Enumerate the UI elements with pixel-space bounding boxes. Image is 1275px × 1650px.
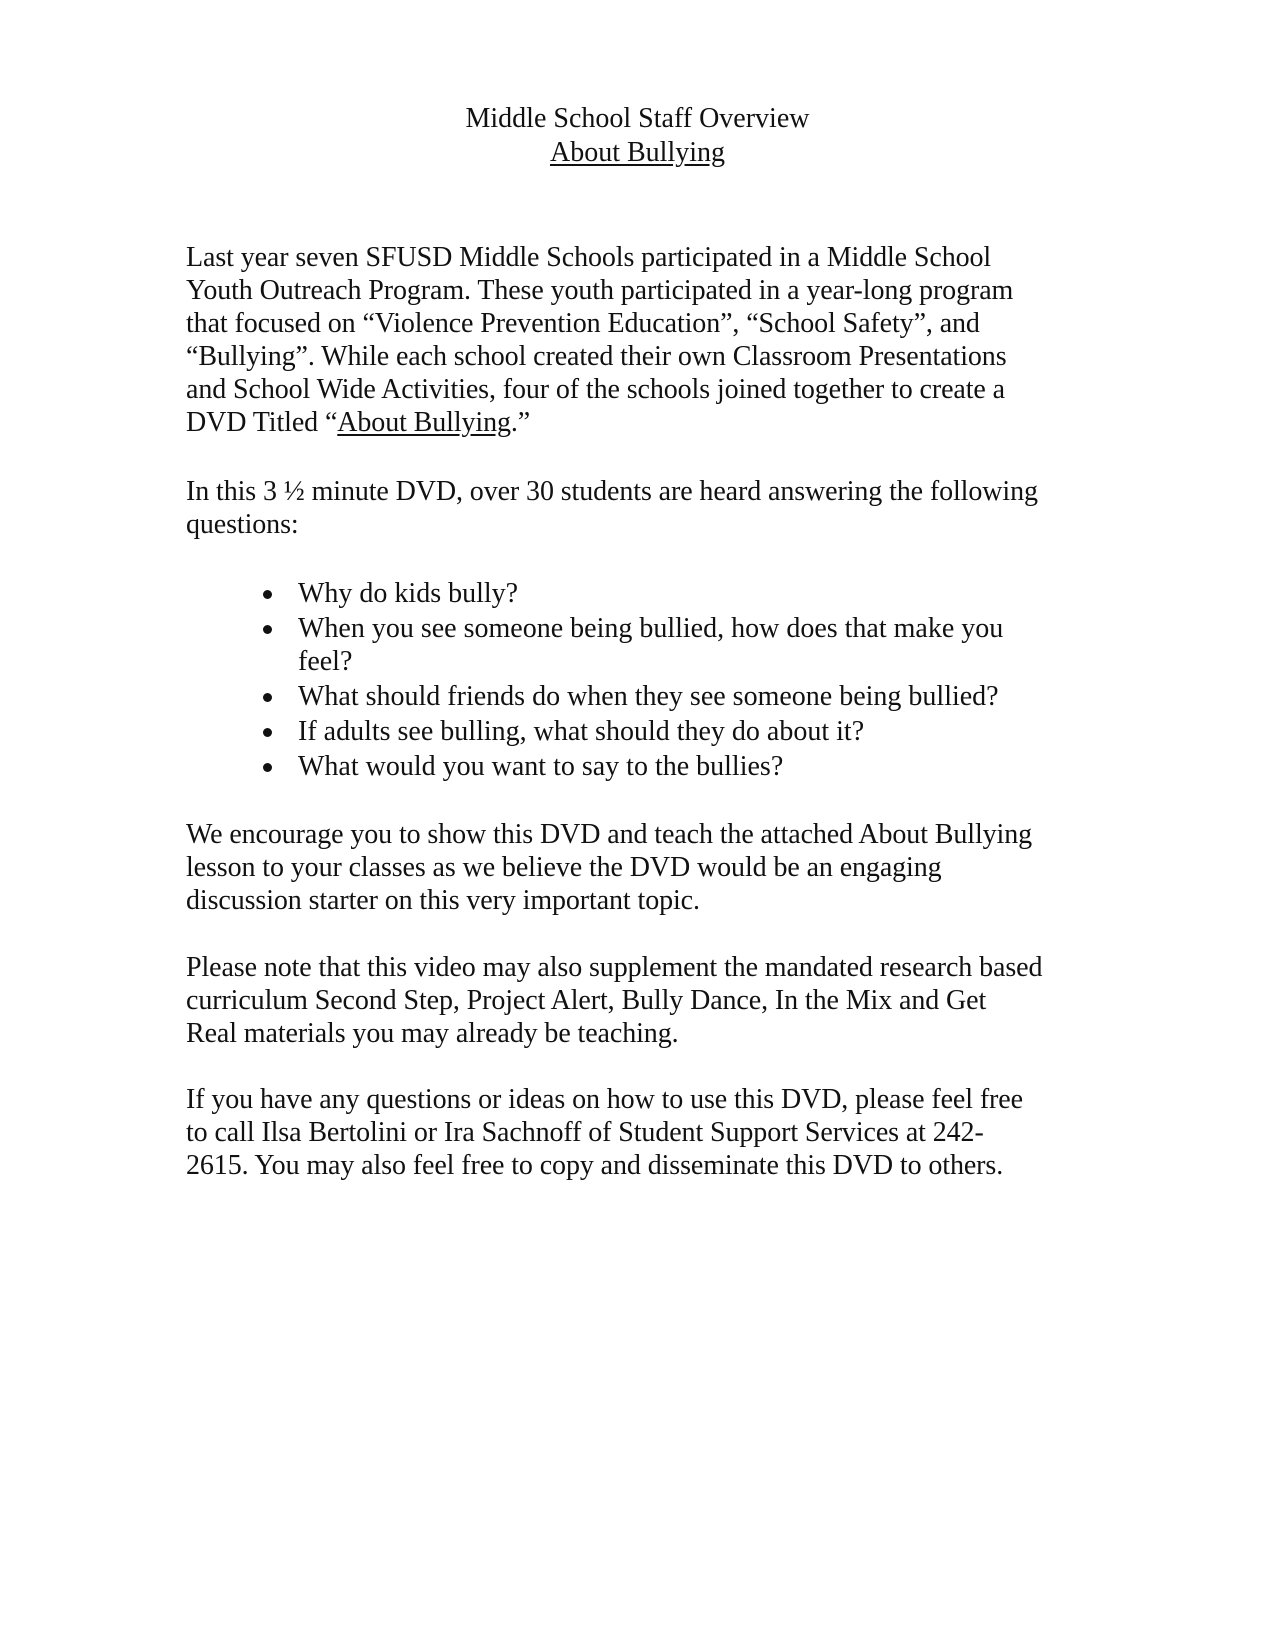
paragraph-line: We encourage you to show this DVD and teach the attached About Bullying <box>186 819 1032 850</box>
paragraph-line <box>186 406 1086 439</box>
paragraph-line: 2615. You may also feel free to copy and disseminate this DVD to others. <box>186 1150 1004 1181</box>
bullet-icon <box>263 625 272 634</box>
list-item <box>258 750 1058 783</box>
paragraph-line: curriculum Second Step, Project Alert, Bully Dance, In the Mix and Get <box>186 985 987 1016</box>
question-text: Why do kids bully? <box>298 578 519 609</box>
paragraph-line: “Bullying”. While each school created their own Classroom Presentations <box>186 341 1007 372</box>
bullet-icon <box>263 728 272 737</box>
intro-paragraph <box>186 241 1086 439</box>
question-text: feel? <box>298 646 353 677</box>
list-item <box>258 680 1058 713</box>
question-text: What should friends do when they see someone being bullied? <box>298 681 999 712</box>
paragraph-line: In this 3 ½ minute DVD, over 30 students are heard answering the following <box>186 476 1038 507</box>
paragraph-line: Please note that this video may also supplement the mandated research based <box>186 952 1043 983</box>
list-item <box>258 715 1058 748</box>
paragraph-line: Last year seven SFUSD Middle Schools participated in a Middle School <box>186 242 992 273</box>
question-text: What would you want to say to the bullies? <box>298 751 784 782</box>
questions-list <box>258 577 1058 785</box>
paragraph-line: and School Wide Activities, four of the schools joined together to create a <box>186 374 1005 405</box>
question-text: If adults see bulling, what should they do about it? <box>298 716 865 747</box>
paragraph-line: Real materials you may already be teaching. <box>186 1018 679 1049</box>
paragraph-line: to call Ilsa Bertolini or Ira Sachnoff of Student Support Services at 242- <box>186 1117 984 1148</box>
paragraph-line: questions: <box>186 509 299 540</box>
paragraph-line: Youth Outreach Program. These youth participated in a year-long program <box>186 275 1014 306</box>
question-text: When you see someone being bullied, how does that make you <box>298 613 1004 644</box>
dvd-title-prefix: DVD Titled “ <box>186 407 338 438</box>
document-subtitle: About Bullying <box>549 137 725 168</box>
paragraph-line: that focused on “Violence Prevention Education”, “School Safety”, and <box>186 308 980 339</box>
list-item <box>258 612 1058 678</box>
bullet-icon <box>263 590 272 599</box>
list-item <box>258 577 1058 610</box>
dvd-description-paragraph <box>186 475 1086 541</box>
curriculum-note-paragraph <box>186 951 1086 1050</box>
bullet-icon <box>263 693 272 702</box>
paragraph-line: discussion starter on this very important topic. <box>186 885 700 916</box>
paragraph-line: If you have any questions or ideas on how to use this DVD, please feel free <box>186 1084 1023 1115</box>
document-header <box>0 102 1275 170</box>
paragraph-line: lesson to your classes as we believe the DVD would be an engaging <box>186 852 942 883</box>
dvd-title: About Bullying <box>337 407 511 438</box>
bullet-icon <box>263 763 272 772</box>
encouragement-paragraph <box>186 818 1086 917</box>
dvd-title-suffix: .” <box>510 407 531 438</box>
document-title: Middle School Staff Overview <box>465 103 810 134</box>
contact-paragraph <box>186 1083 1086 1182</box>
